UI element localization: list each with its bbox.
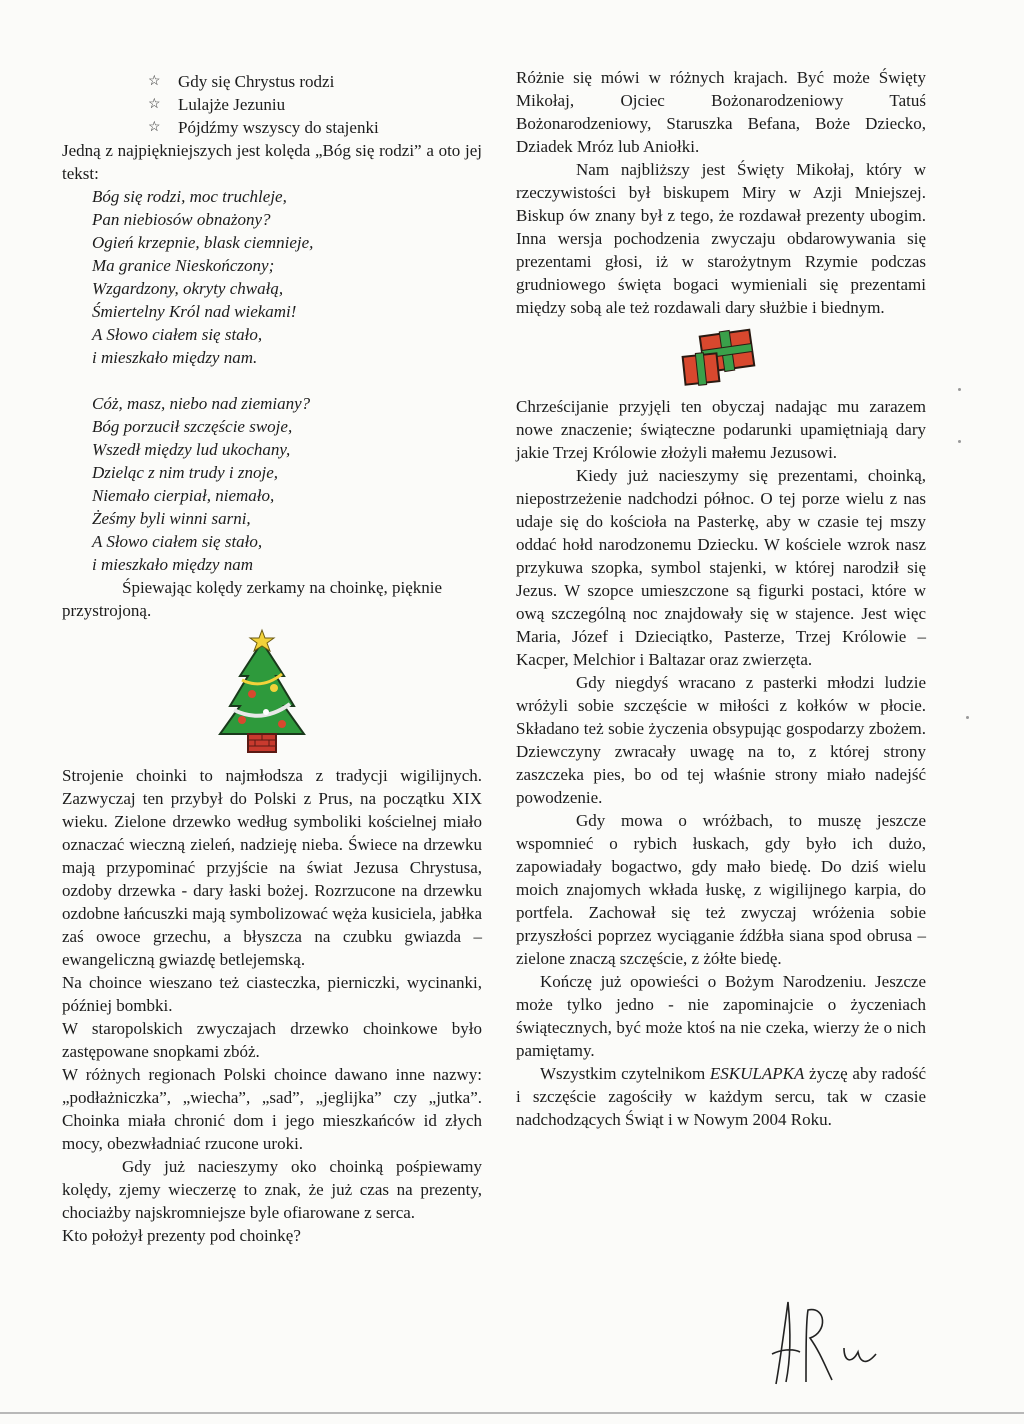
after-poem-text: Śpiewając kolędy zerkamy na choinkę, pięknie przystrojoną. <box>62 578 443 620</box>
gift-givers-paragraph: Różnie się mówi w różnych krajach. Być może Święty Mikołaj, Ojciec Bożonarodzeniowy Tatuś Bożonarodzeniowy, Staruszka Befana, Boże Dziecko, Dziadek Mróz lub Aniołki. <box>516 68 926 156</box>
carol-intro: Jedną z najpiękniejszych jest kolęda „Bóg się rodzi” a oto jej tekst: <box>62 141 482 183</box>
scan-edge <box>0 1412 1024 1414</box>
question-line: Kto położył prezenty pod choinkę? <box>62 1226 301 1245</box>
nicholas-paragraph: Nam najbliższy jest Święty Mikołaj, który w rzeczywistości był biskupem Miry w Azji Mniejszej. Biskup ów znany był z tego, że rozdawał prezenty ubogim. Inna wersja pochodzenia zwyczaju obdarowywania się prezentami głosi, iż w starożytnym Rzymie podczas grudniowego święta bogaci wymieniali się prezentami między sobą ale też rozdawali dary służbie i biednym. <box>516 160 926 317</box>
poem-line: Żeśmy byli winni sarni, <box>92 509 251 528</box>
star-bullet-icon: ☆ <box>148 120 161 135</box>
poem-line: Cóż, masz, niebo nad ziemiany? <box>92 394 311 413</box>
midnight-paragraph: Kiedy już nacieszymy się prezentami, choinką, niepostrzeżenie nadchodzi północ. O tej porze wielu z nas udaje się do kościoła na Pasterkę, aby w czasie tej mszy oddać hołd narodzonemu Dziecku. W kościele wzrok nasz przykuwa szopka, symbol stajenki, w której narodził się Jezus. W szopce umieszczone są figurki postaci, które w ową szczególną noc znajdowały się w stajence. Jest więc Maria, Józef i Dzieciątko, Pasterze, Trzej Królowie – Kacper, Melchior i Baltazar oraz zwierzęta. <box>516 466 926 669</box>
poem-line: Śmiertelny Król nad wiekami! <box>92 302 297 321</box>
poem-line: Niemało cierpiał, niemało, <box>92 486 275 505</box>
ornaments-paragraph: Na choince wieszano też ciasteczka, pierniczki, wycinanki, później bombki. <box>62 973 482 1015</box>
poem-line: A Słowo ciałem się stało, <box>92 325 263 344</box>
poem-line: i mieszkało między nam <box>92 555 254 574</box>
wishes-prefix: Wszystkim czytelnikom <box>540 1064 706 1083</box>
poem-line: i mieszkało między nam. <box>92 348 258 367</box>
scan-speck <box>966 716 969 719</box>
right-column <box>516 66 926 1131</box>
youth-paragraph: Gdy niegdyś wracano z pasterki młodzi ludzie wróżyli sobie szczęście w miłości z kołków w płocie. Składano też sobie życzenia obsypując gospodarzy zbożem. Dziewczyny zwracały uwagę na to, z której strony zaszczeka pies, bo od tej właśnie strony miało nadejść powodzenie. <box>516 673 926 807</box>
christians-paragraph: Chrześcijanie przyjęli ten obyczaj nadając mu zarazem nowe znaczenie; świąteczne podarunki upamiętniają dary jakie Trzej Królowie złożyli małemu Jezusowi. <box>516 397 926 462</box>
christmas-tree-icon <box>212 628 482 756</box>
carol-item: ☆ Gdy się Chrystus rodzi <box>148 72 335 91</box>
poem-line: Ogień krzepnie, blask ciemnieje, <box>92 233 314 252</box>
carol-list <box>62 70 482 139</box>
closing-paragraph: Kończę już opowieści o Bożym Narodzeniu. Jeszcze może tylko jedno - nie zapominajcie o życzeniach świątecznych, być może ktoś na nie czeka, wierzy że o nich pamiętamy. <box>516 972 926 1060</box>
scan-speck <box>958 440 961 443</box>
carol-item: ☆ Lulajże Jezuniu <box>148 95 286 114</box>
carol-lyrics <box>62 185 482 576</box>
tree-paragraph: Strojenie choinki to najmłodsza z tradycji wigilijnych. Zazwyczaj ten przybył do Polski z Prus, na początku XIX wieku. Zielone drzewko według symboliki kościelnej miało oznaczać wieczną zieleń, nadzieję nieba. Świece na drzewku mają przypominać przyjście na świat Jezusa Chrystusa, ozdoby drzewka - dary łaski bożej. Rozrzucone na drzewku ozdobne łańcuszki mają symbolizować węża kusiciela, jabłka zaś owoce grzechu, a błyszcza na czubku gwiazda – ewangeliczną gwiazdę betlejemską. <box>62 766 482 969</box>
gift-box-icon <box>680 327 926 389</box>
newsletter-name: ESKULAPKA <box>709 1064 805 1083</box>
poem-line: A Słowo ciałem się stało, <box>92 532 263 551</box>
poem-line: Wzgardzony, okryty chwałą, <box>92 279 284 298</box>
poem-line: Bóg porzucił szczęście swoje, <box>92 417 293 436</box>
poem-line: Dzieląc z nim trudy i znoje, <box>92 463 279 482</box>
star-bullet-icon: ☆ <box>148 74 161 89</box>
signature <box>766 1292 896 1392</box>
left-column <box>62 70 482 1247</box>
wishes-paragraph <box>516 1062 926 1131</box>
poem-line: Pan niebiosów obnażony? <box>92 210 271 229</box>
wishes-suffix: życzę aby radość i szczęście zagościły w każdym sercu, tak w czasie nadchodzących Świąt i w Nowym 2004 Roku. <box>516 1064 926 1129</box>
scan-speck <box>958 388 961 391</box>
poem-line: Wszedł między lud ukochany, <box>92 440 291 459</box>
carol-item: ☆ Pójdźmy wszyscy do stajenki <box>148 118 379 137</box>
poem-line: Ma granice Nieskończony; <box>92 256 275 275</box>
sheaves-paragraph: W staropolskich zwyczajach drzewko choinkowe było zastępowane snopkami zbóż. <box>62 1019 482 1061</box>
names-paragraph: W różnych regionach Polski choince dawano inne nazwy: „podłażniczka”, „wiecha”, „sad”, „jeglijka” czy „jutka”. Choinka miała chronić dom i jego mieszkańców id złych mocy, obezwładniać rzucone uroki. <box>62 1065 482 1153</box>
poem-line: Bóg się rodzi, moc truchleje, <box>92 187 287 206</box>
divination-paragraph: Gdy mowa o wróżbach, to muszę jeszcze wspomnieć o rybich łuskach, gdy było ich dużo, zapowiadały bogactwo, gdy mało biedę. Do dziś wielu moich znajomych wkłada łuskę, z wigilijnego karpia, do portfela. Zachował się też zwyczaj wróżenia sobie przyszłości poprzez wyciąganie źdźbła siana spod obrusa – zielone znaczą szczęście, z żółte biedę. <box>516 811 926 968</box>
carolling-paragraph: Gdy już nacieszymy oko choinką pośpiewamy kolędy, zjemy wieczerzę to znak, że już czas na prezenty, chociażby najskromniejsze byle ofiarowane z serca. <box>62 1157 482 1222</box>
star-bullet-icon: ☆ <box>148 97 161 112</box>
